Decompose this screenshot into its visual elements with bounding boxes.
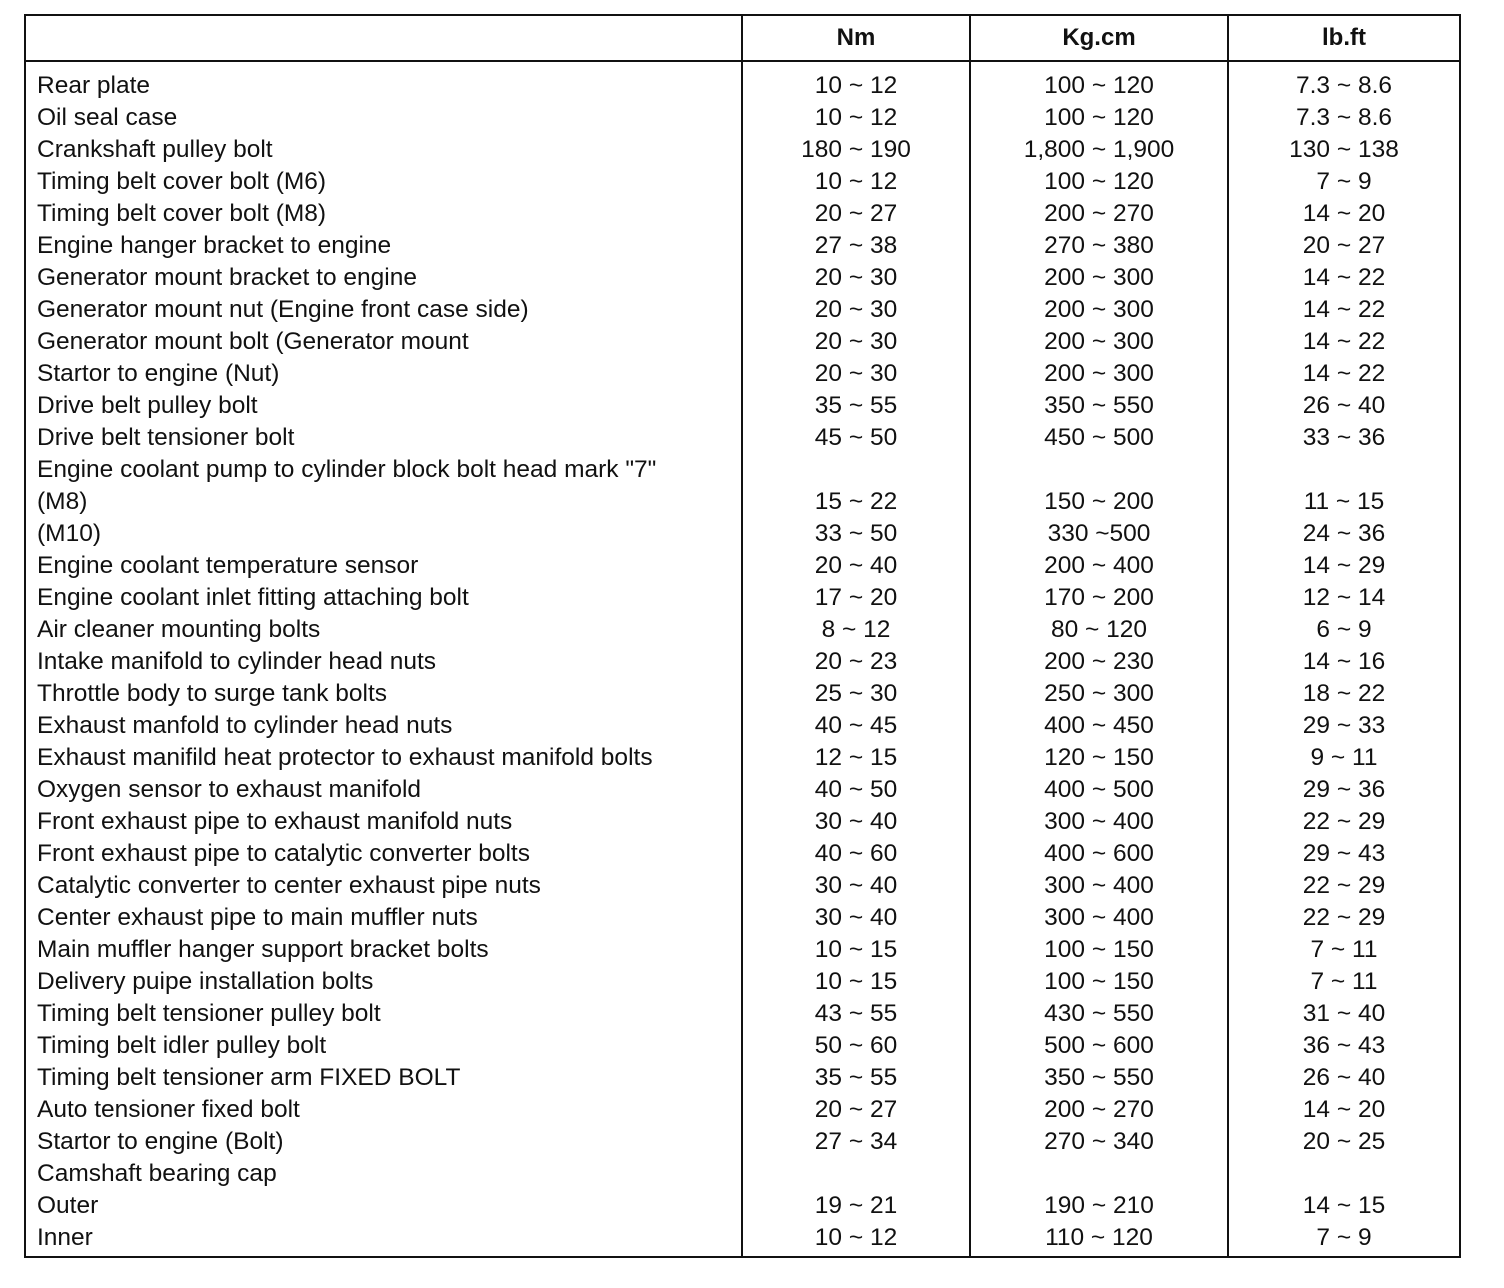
cell-kgcm: 80 ~ 120 [1050, 616, 1148, 643]
cell-nm: 35 ~ 55 [814, 1064, 898, 1091]
cell-lbft: 29 ~ 43 [1302, 840, 1386, 867]
cell-nm: 30 ~ 40 [814, 808, 898, 835]
table-row [0, 870, 1504, 902]
cell-nm: 20 ~ 30 [814, 296, 898, 323]
table-row [0, 678, 1504, 710]
cell-nm: 10 ~ 12 [814, 168, 898, 195]
header-kgcm: Kg.cm [1062, 24, 1136, 51]
cell-nm: 12 ~ 15 [814, 744, 898, 771]
row-label: Front exhaust pipe to catalytic converter bolts [37, 840, 530, 867]
cell-nm: 17 ~ 20 [814, 584, 898, 611]
row-label: Center exhaust pipe to main muffler nuts [37, 904, 478, 931]
table-row [0, 390, 1504, 422]
cell-lbft: 29 ~ 36 [1302, 776, 1386, 803]
cell-nm: 33 ~ 50 [814, 520, 898, 547]
row-label: Oxygen sensor to exhaust manifold [37, 776, 422, 803]
cell-lbft: 14 ~ 22 [1302, 296, 1386, 323]
table-row [0, 518, 1504, 550]
row-label: Timing belt idler pulley bolt [37, 1032, 327, 1059]
row-label: Generator mount bracket to engine [37, 264, 417, 291]
cell-kgcm: 500 ~ 600 [1044, 1032, 1154, 1059]
cell-nm: 20 ~ 30 [814, 360, 898, 387]
cell-lbft: 7 ~ 9 [1316, 1224, 1372, 1251]
row-label: Rear plate [37, 72, 151, 99]
cell-kgcm [972, 1158, 1226, 1190]
header-lbft: lb.ft [1322, 24, 1366, 51]
row-label: Throttle body to surge tank bolts [37, 680, 387, 707]
cell-lbft: 22 ~ 29 [1302, 808, 1386, 835]
cell-kgcm: 110 ~ 120 [1045, 1224, 1153, 1251]
cell-lbft: 36 ~ 43 [1302, 1032, 1386, 1059]
cell-lbft: 26 ~ 40 [1302, 1064, 1386, 1091]
header-divider [24, 60, 1461, 62]
row-label: Delivery puipe installation bolts [37, 968, 374, 995]
cell-kgcm: 100 ~ 150 [1044, 968, 1154, 995]
cell-lbft: 22 ~ 29 [1302, 872, 1386, 899]
row-label: Exhaust manfold to cylinder head nuts [37, 712, 453, 739]
cell-nm: 180 ~ 190 [801, 136, 911, 163]
cell-lbft: 31 ~ 40 [1302, 1000, 1386, 1027]
table-row [0, 774, 1504, 806]
row-label: Catalytic converter to center exhaust pipe nuts [37, 872, 541, 899]
cell-nm: 10 ~ 12 [814, 1224, 898, 1251]
row-label: (M10) [37, 520, 101, 547]
row-label: Camshaft bearing cap [37, 1160, 277, 1187]
cell-lbft: 14 ~ 22 [1302, 264, 1386, 291]
table-row [0, 166, 1504, 198]
cell-nm: 19 ~ 21 [814, 1192, 898, 1219]
cell-kgcm: 330 ~500 [1047, 520, 1151, 547]
cell-lbft: 7 ~ 11 [1310, 968, 1378, 995]
cell-kgcm: 350 ~ 550 [1044, 1064, 1154, 1091]
cell-nm: 20 ~ 30 [814, 328, 898, 355]
row-label: Oil seal case [37, 104, 178, 131]
cell-kgcm: 200 ~ 230 [1044, 648, 1154, 675]
header-label [26, 18, 741, 58]
header-nm: Nm [836, 24, 876, 51]
table-row [0, 70, 1504, 102]
table-row [0, 742, 1504, 774]
cell-kgcm: 120 ~ 150 [1044, 744, 1154, 771]
row-label: Exhaust manifild heat protector to exhaust manifold bolts [37, 744, 653, 771]
row-label: Startor to engine (Bolt) [37, 1128, 284, 1155]
cell-kgcm: 430 ~ 550 [1044, 1000, 1154, 1027]
table-row [0, 550, 1504, 582]
row-label: Timing belt cover bolt (M6) [37, 168, 327, 195]
table-row [0, 902, 1504, 934]
cell-lbft: 7 ~ 9 [1316, 168, 1372, 195]
cell-kgcm: 270 ~ 340 [1044, 1128, 1154, 1155]
cell-nm: 30 ~ 40 [814, 904, 898, 931]
cell-lbft: 22 ~ 29 [1302, 904, 1386, 931]
cell-kgcm: 300 ~ 400 [1044, 808, 1154, 835]
cell-kgcm: 300 ~ 400 [1044, 904, 1154, 931]
cell-kgcm: 400 ~ 500 [1044, 776, 1154, 803]
table-row [0, 806, 1504, 838]
cell-nm: 25 ~ 30 [814, 680, 898, 707]
cell-lbft: 11 ~ 15 [1303, 488, 1385, 515]
cell-lbft: 14 ~ 15 [1302, 1192, 1386, 1219]
cell-kgcm: 270 ~ 380 [1044, 232, 1154, 259]
cell-lbft [1230, 454, 1458, 486]
row-label: Engine coolant temperature sensor [37, 552, 419, 579]
cell-nm: 10 ~ 15 [814, 936, 898, 963]
cell-lbft: 14 ~ 29 [1302, 552, 1386, 579]
cell-kgcm: 150 ~ 200 [1044, 488, 1154, 515]
row-label: Timing belt tensioner pulley bolt [37, 1000, 381, 1027]
cell-nm: 40 ~ 50 [814, 776, 898, 803]
cell-lbft: 130 ~ 138 [1289, 136, 1399, 163]
cell-nm: 10 ~ 12 [814, 104, 898, 131]
cell-kgcm: 190 ~ 210 [1044, 1192, 1154, 1219]
cell-lbft: 6 ~ 9 [1316, 616, 1372, 643]
cell-kgcm: 200 ~ 300 [1044, 264, 1154, 291]
table-row [0, 358, 1504, 390]
row-label: Engine coolant pump to cylinder block bolt head mark "7" [37, 456, 657, 483]
row-label: Engine hanger bracket to engine [37, 232, 392, 259]
cell-kgcm: 350 ~ 550 [1044, 392, 1154, 419]
cell-nm: 40 ~ 45 [814, 712, 898, 739]
table-row [0, 614, 1504, 646]
cell-kgcm: 200 ~ 400 [1044, 552, 1154, 579]
table-row [0, 1030, 1504, 1062]
row-label: Timing belt cover bolt (M8) [37, 200, 327, 227]
row-label: Inner [37, 1224, 93, 1251]
row-label: Engine coolant inlet fitting attaching bolt [37, 584, 469, 611]
cell-lbft: 14 ~ 22 [1302, 328, 1386, 355]
cell-lbft: 14 ~ 16 [1302, 648, 1386, 675]
cell-lbft: 29 ~ 33 [1302, 712, 1386, 739]
cell-lbft: 18 ~ 22 [1302, 680, 1386, 707]
cell-nm [744, 454, 968, 486]
cell-nm: 43 ~ 55 [814, 1000, 898, 1027]
cell-kgcm: 1,800 ~ 1,900 [1023, 136, 1175, 163]
cell-kgcm: 100 ~ 120 [1044, 104, 1154, 131]
row-label: Drive belt pulley bolt [37, 392, 258, 419]
cell-kgcm: 300 ~ 400 [1044, 872, 1154, 899]
table-row [0, 582, 1504, 614]
cell-kgcm: 200 ~ 300 [1044, 360, 1154, 387]
row-label: Main muffler hanger support bracket bolts [37, 936, 489, 963]
cell-nm: 35 ~ 55 [814, 392, 898, 419]
cell-kgcm: 400 ~ 600 [1044, 840, 1154, 867]
cell-kgcm: 100 ~ 120 [1044, 72, 1154, 99]
cell-kgcm: 200 ~ 300 [1044, 296, 1154, 323]
table-row [0, 486, 1504, 518]
cell-kgcm: 170 ~ 200 [1044, 584, 1154, 611]
cell-lbft: 14 ~ 22 [1302, 360, 1386, 387]
table-row [0, 230, 1504, 262]
row-label: (M8) [37, 488, 88, 515]
cell-lbft: 20 ~ 25 [1302, 1128, 1386, 1155]
row-label: Drive belt tensioner bolt [37, 424, 295, 451]
cell-kgcm: 400 ~ 450 [1044, 712, 1154, 739]
table-row [0, 422, 1504, 454]
cell-lbft: 24 ~ 36 [1302, 520, 1386, 547]
cell-nm: 40 ~ 60 [814, 840, 898, 867]
cell-nm [744, 1158, 968, 1190]
cell-lbft: 12 ~ 14 [1302, 584, 1386, 611]
row-label: Outer [37, 1192, 99, 1219]
cell-lbft: 7.3 ~ 8.6 [1295, 72, 1393, 99]
cell-kgcm: 200 ~ 270 [1044, 200, 1154, 227]
cell-lbft: 26 ~ 40 [1302, 392, 1386, 419]
cell-lbft: 33 ~ 36 [1302, 424, 1386, 451]
table-row [0, 1062, 1504, 1094]
table-row [0, 966, 1504, 998]
table-row [0, 326, 1504, 358]
row-label: Intake manifold to cylinder head nuts [37, 648, 437, 675]
table-row [0, 1158, 1504, 1190]
cell-lbft: 7.3 ~ 8.6 [1295, 104, 1393, 131]
row-label: Air cleaner mounting bolts [37, 616, 321, 643]
row-label: Generator mount bolt (Generator mount [37, 328, 469, 355]
cell-lbft: 9 ~ 11 [1310, 744, 1378, 771]
table-row [0, 1222, 1504, 1254]
cell-nm: 20 ~ 23 [814, 648, 898, 675]
cell-lbft [1230, 1158, 1458, 1190]
row-label: Startor to engine (Nut) [37, 360, 280, 387]
table-row [0, 198, 1504, 230]
table-row [0, 454, 1504, 486]
cell-nm: 30 ~ 40 [814, 872, 898, 899]
cell-nm: 45 ~ 50 [814, 424, 898, 451]
row-label: Crankshaft pulley bolt [37, 136, 273, 163]
table-row [0, 646, 1504, 678]
table-row [0, 262, 1504, 294]
cell-nm: 20 ~ 27 [814, 200, 898, 227]
cell-nm: 20 ~ 27 [814, 1096, 898, 1123]
table-row [0, 134, 1504, 166]
row-label: Front exhaust pipe to exhaust manifold nuts [37, 808, 513, 835]
cell-nm: 10 ~ 12 [814, 72, 898, 99]
cell-kgcm: 450 ~ 500 [1044, 424, 1154, 451]
table-row [0, 1094, 1504, 1126]
cell-kgcm: 250 ~ 300 [1044, 680, 1154, 707]
table-body [0, 70, 1504, 1254]
cell-lbft: 14 ~ 20 [1302, 200, 1386, 227]
cell-lbft: 7 ~ 11 [1310, 936, 1378, 963]
table-row [0, 1190, 1504, 1222]
cell-kgcm: 200 ~ 270 [1044, 1096, 1154, 1123]
cell-nm: 27 ~ 34 [814, 1128, 898, 1155]
cell-nm: 15 ~ 22 [814, 488, 898, 515]
cell-kgcm: 200 ~ 300 [1044, 328, 1154, 355]
cell-nm: 27 ~ 38 [814, 232, 898, 259]
cell-nm: 10 ~ 15 [814, 968, 898, 995]
cell-lbft: 14 ~ 20 [1302, 1096, 1386, 1123]
row-label: Generator mount nut (Engine front case side) [37, 296, 529, 323]
table-row [0, 1126, 1504, 1158]
table-row [0, 710, 1504, 742]
cell-kgcm: 100 ~ 150 [1044, 936, 1154, 963]
table-row [0, 838, 1504, 870]
table-row [0, 934, 1504, 966]
cell-lbft: 20 ~ 27 [1302, 232, 1386, 259]
table-row [0, 294, 1504, 326]
cell-nm: 8 ~ 12 [821, 616, 891, 643]
cell-nm: 20 ~ 30 [814, 264, 898, 291]
row-label: Auto tensioner fixed bolt [37, 1096, 300, 1123]
cell-kgcm [972, 454, 1226, 486]
cell-nm: 20 ~ 40 [814, 552, 898, 579]
table-row [0, 102, 1504, 134]
cell-kgcm: 100 ~ 120 [1044, 168, 1154, 195]
cell-nm: 50 ~ 60 [814, 1032, 898, 1059]
row-label: Timing belt tensioner arm FIXED BOLT [37, 1064, 461, 1091]
table-row [0, 998, 1504, 1030]
